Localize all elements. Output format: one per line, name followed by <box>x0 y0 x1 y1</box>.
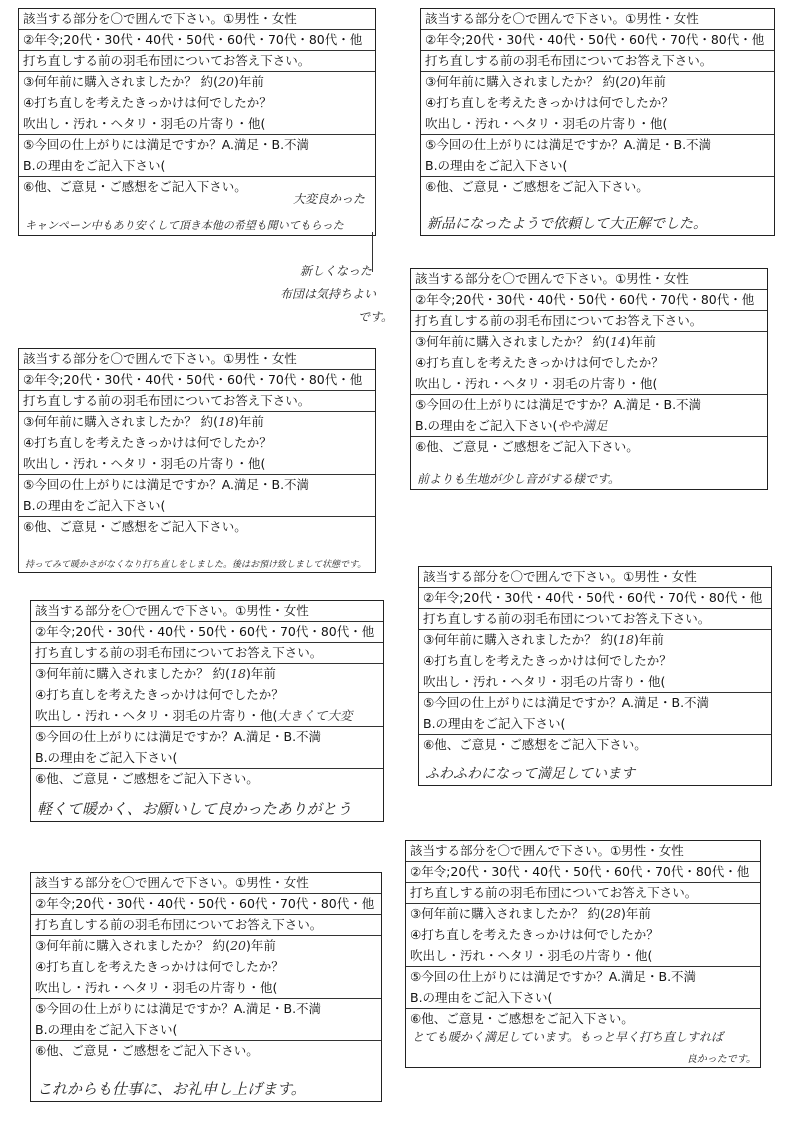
q5-reason-label: B.の理由をご記入下さい( <box>415 418 558 433</box>
q3-row <box>421 72 774 93</box>
q5-reason-label: B.の理由をご記入下さい( <box>35 1022 178 1037</box>
comment-text: ふわふわになって満足しています <box>425 766 635 782</box>
age-row: ②年令;20代・30代・40代・50代・60代・70代・80代・他 <box>419 588 771 609</box>
q6-row: ⑥他、ご意見・ご感想をご記入下さい。 <box>23 179 247 194</box>
q5-row: ⑤今回の仕上がりには満足ですか？A.満足・B.不満 <box>423 695 710 710</box>
age-row: ②年令;20代・30代・40代・50代・60代・70代・80代・他 <box>19 30 375 51</box>
survey-card-7 <box>405 840 761 1068</box>
q5-row: ⑤今回の仕上がりには満足ですか？A.満足・B.不満 <box>23 137 310 152</box>
q5-reason-label: B.の理由をご記入下さい( <box>23 158 166 173</box>
survey-card-1 <box>18 8 376 236</box>
q5-reason <box>406 988 760 1009</box>
survey-card-4 <box>18 348 376 573</box>
before-row: 打ち直しする前の羽毛布団についてお答え下さい。 <box>19 51 375 72</box>
q6-row: ⑥他、ご意見・ご感想をご記入下さい。 <box>410 1011 634 1026</box>
survey-card-5 <box>418 566 772 786</box>
age-row: ②年令;20代・30代・40代・50代・60代・70代・80代・他 <box>31 622 383 643</box>
q3-suffix: )年前 <box>625 334 656 349</box>
q4-row: ④打ち直しを考えたきっかけは何でしたか？ <box>415 355 664 370</box>
survey-card-6 <box>30 600 384 822</box>
q6-row: ⑥他、ご意見・ご感想をご記入下さい。 <box>35 1043 259 1058</box>
q3-suffix: )年前 <box>233 74 264 89</box>
before-row: 打ち直しする前の羽毛布団についてお答え下さい。 <box>421 51 774 72</box>
q5-reason <box>19 156 375 177</box>
extra-note: 大変良かった <box>292 192 365 206</box>
q4-options: 吹出し・汚れ・ヘタリ・羽毛の片寄り・他( <box>31 978 381 999</box>
q3-label: ③何年前に購入されましたか？ 約( <box>35 938 231 953</box>
age-row: ②年令;20代・30代・40代・50代・60代・70代・80代・他 <box>19 370 375 391</box>
before-row: 打ち直しする前の羽毛布団についてお答え下さい。 <box>31 915 381 936</box>
q3-label: ③何年前に購入されましたか？ 約( <box>23 414 219 429</box>
years-value: 20 <box>218 74 234 89</box>
card-title: 該当する部分を〇で囲んで下さい。①男性・女性 <box>406 841 760 862</box>
years-value: 18 <box>618 632 634 647</box>
q3-row <box>419 630 771 651</box>
q3-suffix: )年前 <box>633 632 664 647</box>
q6-row: ⑥他、ご意見・ご感想をご記入下さい。 <box>423 737 647 752</box>
q4-row: ④打ち直しを考えたきっかけは何でしたか？ <box>410 927 659 942</box>
side-note-line2: 布団は気持ちよい <box>280 287 377 301</box>
years-value: 20 <box>230 938 246 953</box>
survey-card-2 <box>420 8 775 236</box>
comment-text: 新品になったようで依頼して大正解でした。 <box>427 216 707 232</box>
q4-row: ④打ち直しを考えたきっかけは何でしたか？ <box>23 95 272 110</box>
age-row: ②年令;20代・30代・40代・50代・60代・70代・80代・他 <box>31 894 381 915</box>
q4-row: ④打ち直しを考えたきっかけは何でしたか？ <box>425 95 674 110</box>
q4-options: 吹出し・汚れ・ヘタリ・羽毛の片寄り・他( <box>406 946 760 967</box>
q4-options <box>31 706 383 727</box>
arrow-line <box>372 232 373 272</box>
q3-row <box>19 72 375 93</box>
years-value: 20 <box>620 74 636 89</box>
q5-reason-label: B.の理由をご記入下さい( <box>423 716 566 731</box>
q5-row: ⑤今回の仕上がりには満足ですか？A.満足・B.不満 <box>23 477 310 492</box>
q4-row: ④打ち直しを考えたきっかけは何でしたか？ <box>35 687 284 702</box>
q3-label: ③何年前に購入されましたか？ 約( <box>425 74 621 89</box>
q3-row <box>31 664 383 685</box>
side-note-line3: です。 <box>358 310 394 324</box>
comment-text: 持ってみて暖かさがなくなり打ち直しをしました。後はお預け致しまして状態です。 <box>25 560 367 570</box>
q5-row: ⑤今回の仕上がりには満足ですか？A.満足・B.不満 <box>410 969 697 984</box>
q3-label: ③何年前に購入されましたか？ 約( <box>23 74 219 89</box>
q5-row: ⑤今回の仕上がりには満足ですか？A.満足・B.不満 <box>425 137 712 152</box>
reason-value: 大きくて大変 <box>277 708 353 723</box>
comment-text: 前よりも生地が少し音がする様です。 <box>417 472 621 486</box>
q3-suffix: )年前 <box>620 906 651 921</box>
years-value: 18 <box>218 414 234 429</box>
q5-reason <box>411 416 767 437</box>
card-title: 該当する部分を〇で囲んで下さい。①男性・女性 <box>19 349 375 370</box>
q5-row: ⑤今回の仕上がりには満足ですか？A.満足・B.不満 <box>35 729 322 744</box>
comment-text: 軽くて暖かく、お願いして良かったありがとう <box>37 800 352 818</box>
age-row: ②年令;20代・30代・40代・50代・60代・70代・80代・他 <box>421 30 774 51</box>
q4-options: 吹出し・汚れ・ヘタリ・羽毛の片寄り・他( <box>19 454 375 475</box>
before-row: 打ち直しする前の羽毛布団についてお答え下さい。 <box>406 883 760 904</box>
comment-text: キャンペーン中もあり安くして頂き本他の希望も聞いてもらった <box>25 219 344 232</box>
q6-row: ⑥他、ご意見・ご感想をご記入下さい。 <box>425 179 649 194</box>
q5-reason <box>419 714 771 735</box>
q4-row: ④打ち直しを考えたきっかけは何でしたか？ <box>35 959 284 974</box>
q5-reason <box>421 156 774 177</box>
card-title: 該当する部分を〇で囲んで下さい。①男性・女性 <box>31 873 381 894</box>
before-row: 打ち直しする前の羽毛布団についてお答え下さい。 <box>19 391 375 412</box>
q5-reason <box>19 496 375 517</box>
card-title: 該当する部分を〇で囲んで下さい。①男性・女性 <box>419 567 771 588</box>
before-row: 打ち直しする前の羽毛布団についてお答え下さい。 <box>411 311 767 332</box>
years-value: 18 <box>230 666 246 681</box>
q5-row: ⑤今回の仕上がりには満足ですか？A.満足・B.不満 <box>415 397 702 412</box>
card-title: 該当する部分を〇で囲んで下さい。①男性・女性 <box>411 269 767 290</box>
q5-row: ⑤今回の仕上がりには満足ですか？A.満足・B.不満 <box>35 1001 322 1016</box>
survey-card-3 <box>410 268 768 490</box>
q4-row: ④打ち直しを考えたきっかけは何でしたか？ <box>23 435 272 450</box>
before-row: 打ち直しする前の羽毛布団についてお答え下さい。 <box>419 609 771 630</box>
age-row: ②年令;20代・30代・40代・50代・60代・70代・80代・他 <box>411 290 767 311</box>
q3-row <box>31 936 381 957</box>
q4-options: 吹出し・汚れ・ヘタリ・羽毛の片寄り・他( <box>421 114 774 135</box>
q3-row <box>19 412 375 433</box>
survey-card-8 <box>30 872 382 1102</box>
q4-options: 吹出し・汚れ・ヘタリ・羽毛の片寄り・他( <box>19 114 375 135</box>
q4-row: ④打ち直しを考えたきっかけは何でしたか？ <box>423 653 672 668</box>
before-row: 打ち直しする前の羽毛布団についてお答え下さい。 <box>31 643 383 664</box>
q4-options: 吹出し・汚れ・ヘタリ・羽毛の片寄り・他( <box>419 672 771 693</box>
side-note-line1: 新しくなった <box>300 264 373 278</box>
q3-suffix: )年前 <box>245 938 276 953</box>
card-title: 該当する部分を〇で囲んで下さい。①男性・女性 <box>31 601 383 622</box>
q3-row <box>411 332 767 353</box>
q5-reason-label: B.の理由をご記入下さい( <box>410 990 553 1005</box>
q6-row: ⑥他、ご意見・ご感想をご記入下さい。 <box>35 771 259 786</box>
q3-suffix: )年前 <box>245 666 276 681</box>
q3-label: ③何年前に購入されましたか？ 約( <box>423 632 619 647</box>
comment-text: とても暖かく満足しています。もっと早く打ち直しすれば <box>412 1030 724 1044</box>
reason-value: やや満足 <box>557 418 608 433</box>
q6-row: ⑥他、ご意見・ご感想をご記入下さい。 <box>415 439 639 454</box>
years-value: 28 <box>605 906 621 921</box>
q3-suffix: )年前 <box>233 414 264 429</box>
card-title: 該当する部分を〇で囲んで下さい。①男性・女性 <box>19 9 375 30</box>
extra-note: 良かったです。 <box>686 1054 756 1065</box>
q5-reason-label: B.の理由をご記入下さい( <box>425 158 568 173</box>
q4-options-label: 吹出し・汚れ・ヘタリ・羽毛の片寄り・他( <box>35 708 278 723</box>
card-title: 該当する部分を〇で囲んで下さい。①男性・女性 <box>421 9 774 30</box>
age-row: ②年令;20代・30代・40代・50代・60代・70代・80代・他 <box>406 862 760 883</box>
q3-label: ③何年前に購入されましたか？ 約( <box>415 334 611 349</box>
q3-suffix: )年前 <box>635 74 666 89</box>
q3-label: ③何年前に購入されましたか？ 約( <box>410 906 606 921</box>
q3-row <box>406 904 760 925</box>
q6-row: ⑥他、ご意見・ご感想をご記入下さい。 <box>23 519 247 534</box>
q4-options: 吹出し・汚れ・ヘタリ・羽毛の片寄り・他( <box>411 374 767 395</box>
q5-reason-label: B.の理由をご記入下さい( <box>23 498 166 513</box>
q5-reason <box>31 1020 381 1041</box>
comment-text: これからも仕事に、お礼申し上げます。 <box>37 1080 306 1098</box>
q3-label: ③何年前に購入されましたか？ 約( <box>35 666 231 681</box>
q5-reason: B.の理由をご記入下さい( <box>31 748 383 769</box>
years-value: 14 <box>610 334 626 349</box>
